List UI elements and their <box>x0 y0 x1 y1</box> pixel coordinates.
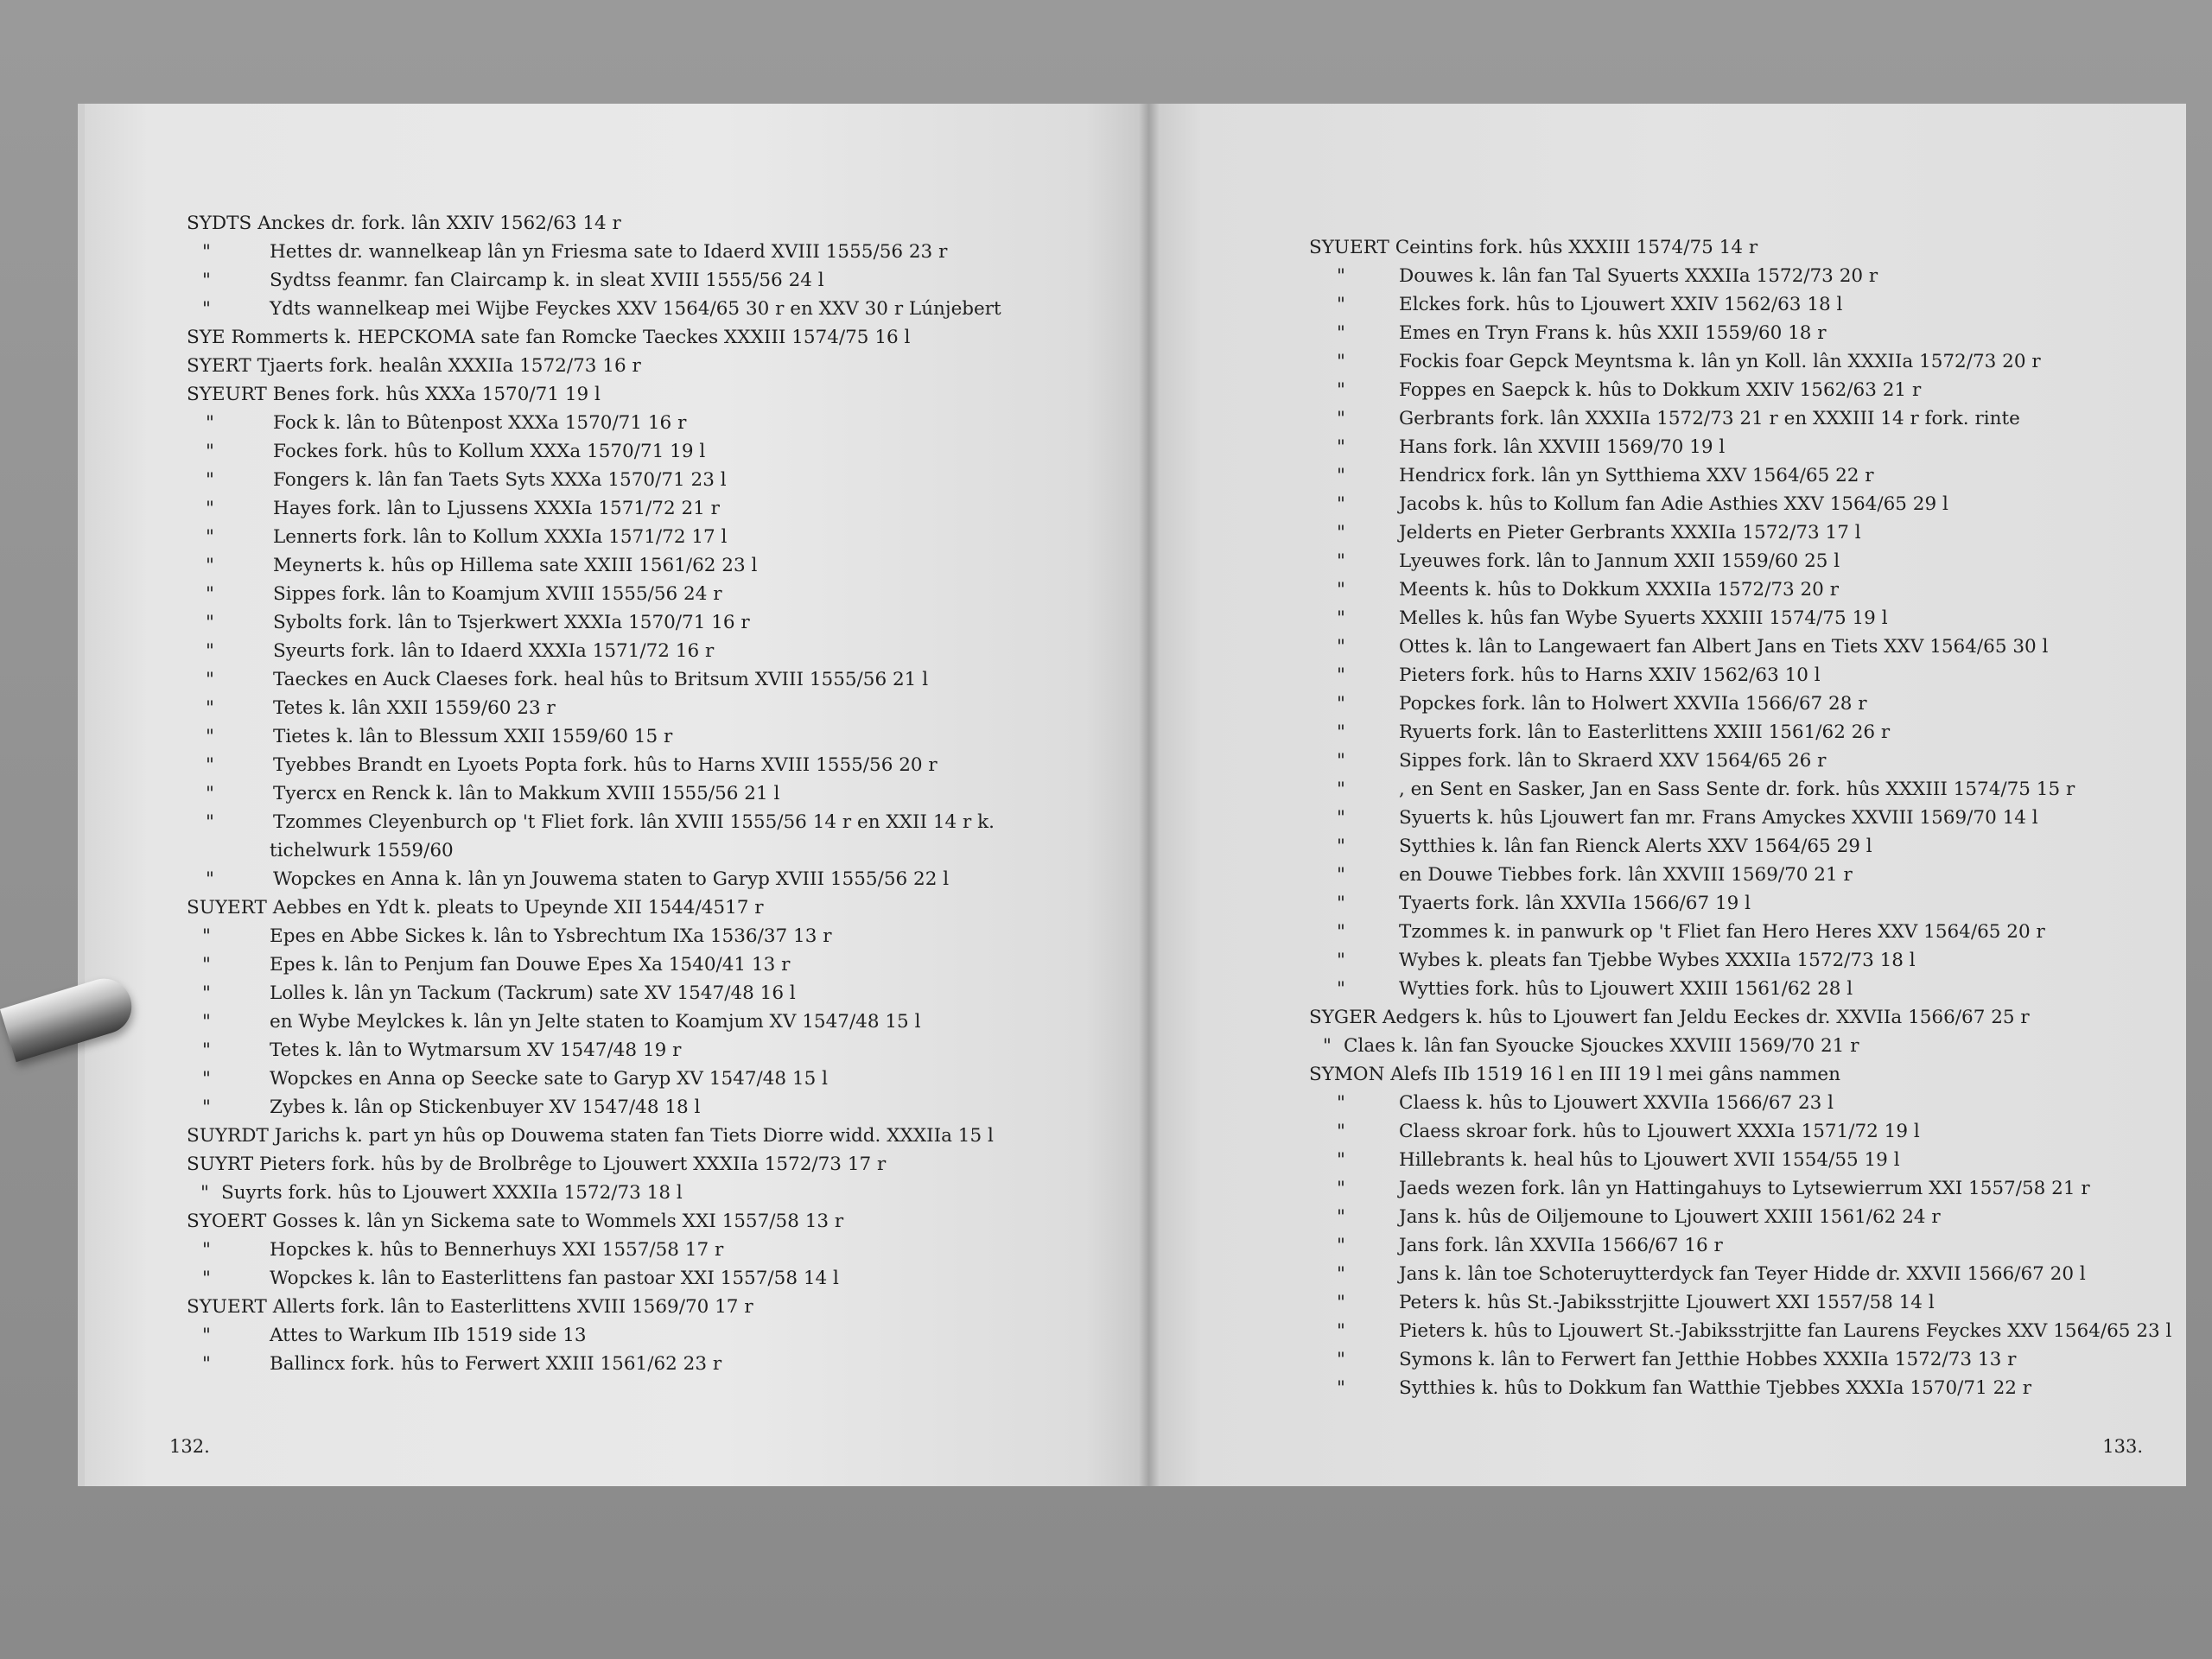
entry-text: Epes en Abbe Sickes k. lân to Ysbrechtum IXa 1536/37 13 r <box>270 925 832 947</box>
entry-line: " Gerbrants fork. lân XXXIIa 1572/73 21 r en XXXIII 14 r fork. rinte <box>1337 408 2020 429</box>
entry-line: " Claes k. lân fan Syoucke Sjouckes XXVIII 1569/70 21 r <box>1323 1035 1859 1057</box>
entry-heading-line <box>187 1293 1097 1321</box>
left-page-entries <box>187 209 1097 1378</box>
entry-line: " Tetes k. lân XXII 1559/60 23 r <box>206 697 556 719</box>
entry-line: " Melles k. hûs fan Wybe Syuerts XXXIII 1574/75 19 l <box>1337 607 1888 629</box>
entry-line: " Tietes k. lân to Blessum XXII 1559/60 15 r <box>206 726 673 747</box>
entry-line: " Epes en Abbe Sickes k. lân to Ysbrechtum IXa 1536/37 13 r <box>202 925 832 947</box>
entry-text: Tzommes Cleyenburch op 't Fliet fork. lân XVIII 1555/56 14 r en XXII 14 r k. <box>273 811 995 833</box>
open-book <box>78 104 2186 1503</box>
entry-line: " Foppes en Saepck k. hûs to Dokkum XXIV 1562/63 21 r <box>1337 379 1922 401</box>
entry-text: Sippes fork. lân to Skraerd XXV 1564/65 26 r <box>1399 750 1827 772</box>
entry-text: Jans k. hûs de Oiljemoune to Ljouwert XXIII 1561/62 24 r <box>1399 1206 1941 1228</box>
entry-text: SYEURT Benes fork. hûs XXXa 1570/71 19 l <box>187 384 601 405</box>
entry-line: " Taeckes en Auck Claeses fork. heal hûs to Britsum XVIII 1555/56 21 l <box>206 669 929 690</box>
entry-line <box>187 836 1097 865</box>
right-page-entries <box>1309 233 2172 1402</box>
entry-text: Emes en Tryn Frans k. hûs XXII 1559/60 18 r <box>1399 322 1827 344</box>
entry-text: Pieters k. hûs to Ljouwert St.-Jabiksstrjitte fan Laurens Feyckes XXV 1564/65 23 l <box>1399 1320 2172 1342</box>
book-gutter <box>1139 104 1160 1486</box>
entry-line: " Peters k. hûs St.-Jabiksstrjitte Ljouwert XXI 1557/58 14 l <box>1337 1292 1935 1313</box>
entry-line: " Pieters k. hûs to Ljouwert St.-Jabiksstrjitte fan Laurens Feyckes XXV 1564/65 23 l <box>1337 1320 2172 1342</box>
entry-line: " Sydtss feanmr. fan Claircamp k. in sleat XVIII 1555/56 24 l <box>202 270 824 291</box>
entry-text: Tyaerts fork. lân XXVIIa 1566/67 19 l <box>1399 893 1751 914</box>
entry-text: Meents k. hûs to Dokkum XXXIIa 1572/73 20 r <box>1399 579 1839 601</box>
entry-text: Claess skroar fork. hûs to Ljouwert XXXIa 1571/72 19 l <box>1399 1121 1920 1142</box>
entry-line: " Tyercx en Renck k. lân to Makkum XVIII 1555/56 21 l <box>206 783 780 804</box>
entry-text: Lolles k. lân yn Tackum (Tackrum) sate XV 1547/48 16 l <box>270 982 796 1004</box>
entry-line: " Ydts wannelkeap mei Wijbe Feyckes XXV 1564/65 30 r en XXV 30 r Lúnjebert <box>202 298 1001 320</box>
entry-text: Douwes k. lân fan Tal Syuerts XXXIIa 1572/73 20 r <box>1399 265 1878 287</box>
entry-text: Jans fork. lân XXVIIa 1566/67 16 r <box>1399 1235 1723 1256</box>
entry-text: Ballincx fork. hûs to Ferwert XXIII 1561/62 23 r <box>270 1353 722 1375</box>
entry-line: " Jans k. lân toe Schoteruytterdyck fan Teyer Hidde dr. XXVII 1566/67 20 l <box>1337 1263 2086 1285</box>
entry-text: Tyercx en Renck k. lân to Makkum XVIII 1555/56 21 l <box>273 783 780 804</box>
entry-line: " Jacobs k. hûs to Kollum fan Adie Asthies XXV 1564/65 29 l <box>1337 493 1948 515</box>
entry-line: " Wytties fork. hûs to Ljouwert XXIII 1561/62 28 l <box>1337 978 1853 1000</box>
entry-line: " en Wybe Meylckes k. lân yn Jelte staten to Koamjum XV 1547/48 15 l <box>202 1011 921 1033</box>
entry-line: " Fockis foar Gepck Meyntsma k. lân yn Koll. lân XXXIIa 1572/73 20 r <box>1337 351 2041 372</box>
entry-text: Sydtss feanmr. fan Claircamp k. in sleat XVIII 1555/56 24 l <box>270 270 824 291</box>
entry-line: " Wopckes k. lân to Easterlittens fan pastoar XXI 1557/58 14 l <box>202 1268 839 1289</box>
entry-text: Hopckes k. hûs to Bennerhuys XXI 1557/58 17 r <box>270 1239 724 1261</box>
entry-text: Foppes en Saepck k. hûs to Dokkum XXIV 1562/63 21 r <box>1399 379 1922 401</box>
entry-text: Pieters fork. hûs to Harns XXIV 1562/63 10 l <box>1399 664 1821 686</box>
entry-text: en Douwe Tiebbes fork. lân XXVIII 1569/70 21 r <box>1399 864 1853 886</box>
entry-text: en Wybe Meylckes k. lân yn Jelte staten to Koamjum XV 1547/48 15 l <box>270 1011 921 1033</box>
entry-text: Lennerts fork. lân to Kollum XXXIa 1571/72 17 l <box>273 526 728 548</box>
entry-text: Wybes k. pleats fan Tjebbe Wybes XXXIIa 1572/73 18 l <box>1399 950 1916 971</box>
entry-text: Jans k. lân toe Schoteruytterdyck fan Teyer Hidde dr. XXVII 1566/67 20 l <box>1399 1263 2086 1285</box>
entry-line: " Sytthies k. hûs to Dokkum fan Watthie Tjebbes XXXIa 1570/71 22 r <box>1337 1377 2032 1399</box>
entry-line: " Ballincx fork. hûs to Ferwert XXIII 1561/62 23 r <box>202 1353 722 1375</box>
entry-line: " Tetes k. lân to Wytmarsum XV 1547/48 19 r <box>202 1039 682 1061</box>
entry-text: Hettes dr. wannelkeap lân yn Friesma sate to Idaerd XVIII 1555/56 23 r <box>270 241 948 263</box>
entry-text: Fockes fork. hûs to Kollum XXXa 1570/71 19 l <box>273 441 706 462</box>
entry-text: Tetes k. lân to Wytmarsum XV 1547/48 19 r <box>270 1039 682 1061</box>
entry-line: " Sybolts fork. lân to Tsjerkwert XXXIa 1570/71 16 r <box>206 612 750 633</box>
entry-line: " Tzommes Cleyenburch op 't Fliet fork. lân XVIII 1555/56 14 r en XXII 14 r k. <box>206 811 995 833</box>
entry-line: " Hettes dr. wannelkeap lân yn Friesma sate to Idaerd XVIII 1555/56 23 r <box>202 241 948 263</box>
entry-text: Meynerts k. hûs op Hillema sate XXIII 1561/62 23 l <box>273 555 758 576</box>
entry-heading-line <box>187 323 1097 352</box>
entry-text: Ryuerts fork. lân to Easterlittens XXIII 1561/62 26 r <box>1399 721 1891 743</box>
entry-text: Tetes k. lân XXII 1559/60 23 r <box>273 697 556 719</box>
left-page <box>78 104 1149 1486</box>
entry-heading-line <box>1309 1003 2152 1032</box>
entry-text: SYMON Alefs IIb 1519 16 l en III 19 l mei gâns nammen <box>1309 1064 1840 1085</box>
entry-line: " Suyrts fork. hûs to Ljouwert XXXIIa 1572/73 18 l <box>200 1182 683 1204</box>
entry-line: " Hans fork. lân XXVIII 1569/70 19 l <box>1337 436 1726 458</box>
entry-line: " Hendricx fork. lân yn Sytthiema XXV 1564/65 22 r <box>1337 465 1874 486</box>
entry-line: " Pieters fork. hûs to Harns XXIV 1562/63 10 l <box>1337 664 1821 686</box>
entry-text: Ydts wannelkeap mei Wijbe Feyckes XXV 1564/65 30 r en XXV 30 r Lúnjebert <box>270 298 1001 320</box>
entry-line: " Wopckes en Anna k. lân yn Jouwema staten to Garyp XVIII 1555/56 22 l <box>206 868 950 890</box>
entry-text: Taeckes en Auck Claeses fork. heal hûs to Britsum XVIII 1555/56 21 l <box>273 669 929 690</box>
entry-text: Wopckes k. lân to Easterlittens fan pastoar XXI 1557/58 14 l <box>270 1268 839 1289</box>
entry-text: Symons k. lân to Ferwert fan Jetthie Hobbes XXXIIa 1572/73 13 r <box>1399 1349 2017 1370</box>
entry-text: Hans fork. lân XXVIII 1569/70 19 l <box>1399 436 1726 458</box>
entry-text: Suyrts fork. hûs to Ljouwert XXXIIa 1572/73 18 l <box>221 1182 683 1204</box>
entry-text: Epes k. lân to Penjum fan Douwe Epes Xa 1540/41 13 r <box>270 954 791 976</box>
entry-line: " Fock k. lân to Bûtenpost XXXa 1570/71 16 r <box>206 412 687 434</box>
entry-text: Fock k. lân to Bûtenpost XXXa 1570/71 16 r <box>273 412 687 434</box>
entry-line: " Hillebrants k. heal hûs to Ljouwert XVII 1554/55 19 l <box>1337 1149 1900 1171</box>
entry-line: " Tzommes k. in panwurk op 't Fliet fan Hero Heres XXV 1564/65 20 r <box>1337 921 2045 943</box>
entry-line: " Wybes k. pleats fan Tjebbe Wybes XXXIIa 1572/73 18 l <box>1337 950 1916 971</box>
right-page <box>1149 104 2186 1486</box>
entry-line: " Ottes k. lân to Langewaert fan Albert Jans en Tiets XXV 1564/65 30 l <box>1337 636 2049 658</box>
entry-line: " Tyaerts fork. lân XXVIIa 1566/67 19 l <box>1337 893 1751 914</box>
entry-line: " Emes en Tryn Frans k. hûs XXII 1559/60 18 r <box>1337 322 1827 344</box>
entry-line: " Wopckes en Anna op Seecke sate to Garyp XV 1547/48 15 l <box>202 1068 828 1090</box>
entry-text: Tzommes k. in panwurk op 't Fliet fan Hero Heres XXV 1564/65 20 r <box>1399 921 2045 943</box>
entry-text: Jaeds wezen fork. lân yn Hattingahuys to Lytsewierrum XXI 1557/58 21 r <box>1399 1178 2090 1199</box>
entry-text: tichelwurk 1559/60 <box>270 840 454 861</box>
entry-line: " Syuerts k. hûs Ljouwert fan mr. Frans Amyckes XXVIII 1569/70 14 l <box>1337 807 2038 829</box>
entry-text: Wopckes en Anna op Seecke sate to Garyp XV 1547/48 15 l <box>270 1068 828 1090</box>
entry-text: Hendricx fork. lân yn Sytthiema XXV 1564/65 22 r <box>1399 465 1874 486</box>
entry-line: " Meents k. hûs to Dokkum XXXIIa 1572/73 20 r <box>1337 579 1839 601</box>
entry-text: Fockis foar Gepck Meyntsma k. lân yn Koll. lân XXXIIa 1572/73 20 r <box>1399 351 2041 372</box>
entry-heading-line <box>187 1122 1097 1150</box>
entry-text: SYGER Aedgers k. hûs to Ljouwert fan Jeldu Eeckes dr. XXVIIa 1566/67 25 r <box>1309 1007 2030 1028</box>
entry-text: Hayes fork. lân to Ljussens XXXIa 1571/72 21 r <box>273 498 720 519</box>
right-page-number: 133. <box>2102 1436 2143 1457</box>
entry-text: Jelderts en Pieter Gerbrants XXXIIa 1572/73 17 l <box>1399 522 1861 543</box>
entry-text: Wopckes en Anna k. lân yn Jouwema staten to Garyp XVIII 1555/56 22 l <box>273 868 950 890</box>
entry-line: " en Douwe Tiebbes fork. lân XXVIII 1569/70 21 r <box>1337 864 1853 886</box>
entry-text: Claess k. hûs to Ljouwert XXVIIa 1566/67 23 l <box>1399 1092 1834 1114</box>
entry-line: " Popckes fork. lân to Holwert XXVIIa 1566/67 28 r <box>1337 693 1867 715</box>
entry-line: " Jans fork. lân XXVIIa 1566/67 16 r <box>1337 1235 1723 1256</box>
entry-text: SYUERT Allerts fork. lân to Easterlittens XVIII 1569/70 17 r <box>187 1296 753 1318</box>
entry-heading-line <box>187 380 1097 409</box>
entry-line: " Zybes k. lân op Stickenbuyer XV 1547/48 18 l <box>202 1096 701 1118</box>
entry-line: " Sytthies k. lân fan Rienck Alerts XXV 1564/65 29 l <box>1337 836 1872 857</box>
entry-heading-line <box>187 893 1097 922</box>
entry-line: " Lolles k. lân yn Tackum (Tackrum) sate XV 1547/48 16 l <box>202 982 796 1004</box>
entry-line: " Fongers k. lân fan Taets Syts XXXa 1570/71 23 l <box>206 469 727 491</box>
entry-text: SYUERT Ceintins fork. hûs XXXIII 1574/75 14 r <box>1309 237 1758 258</box>
entry-line: " Hayes fork. lân to Ljussens XXXIa 1571/72 21 r <box>206 498 720 519</box>
entry-line: " Jans k. hûs de Oiljemoune to Ljouwert XXIII 1561/62 24 r <box>1337 1206 1941 1228</box>
entry-text: Zybes k. lân op Stickenbuyer XV 1547/48 18 l <box>270 1096 701 1118</box>
left-page-number: 132. <box>169 1436 210 1457</box>
entry-heading-line <box>1309 233 2152 262</box>
entry-line: " Tyebbes Brandt en Lyoets Popta fork. hûs to Harns XVIII 1555/56 20 r <box>206 754 938 776</box>
entry-text: Lyeuwes fork. lân to Jannum XXII 1559/60 25 l <box>1399 550 1840 572</box>
entry-text: Attes to Warkum IIb 1519 side 13 <box>270 1325 587 1346</box>
entry-text: Sybolts fork. lân to Tsjerkwert XXXIa 1570/71 16 r <box>273 612 750 633</box>
entry-line: " Elckes fork. hûs to Ljouwert XXIV 1562/63 18 l <box>1337 294 1843 315</box>
entry-text: Melles k. hûs fan Wybe Syuerts XXXIII 1574/75 19 l <box>1399 607 1888 629</box>
entry-text: Wytties fork. hûs to Ljouwert XXIII 1561/62 28 l <box>1399 978 1853 1000</box>
entry-heading-line <box>187 1150 1097 1179</box>
entry-heading-line <box>187 352 1097 380</box>
entry-text: , en Sent en Sasker, Jan en Sass Sente dr. fork. hûs XXXIII 1574/75 15 r <box>1399 779 2075 800</box>
entry-text: Ottes k. lân to Langewaert fan Albert Jans en Tiets XXV 1564/65 30 l <box>1399 636 2049 658</box>
entry-heading-line <box>1309 1060 2152 1089</box>
entry-text: Sytthies k. hûs to Dokkum fan Watthie Tjebbes XXXIa 1570/71 22 r <box>1399 1377 2032 1399</box>
entry-line: " Fockes fork. hûs to Kollum XXXa 1570/71 19 l <box>206 441 706 462</box>
entry-text: SYERT Tjaerts fork. healân XXXIIa 1572/73 16 r <box>187 355 641 377</box>
entry-line: " , en Sent en Sasker, Jan en Sass Sente dr. fork. hûs XXXIII 1574/75 15 r <box>1337 779 2075 800</box>
entry-line: " Sippes fork. lân to Skraerd XXV 1564/65 26 r <box>1337 750 1827 772</box>
entry-text: Elckes fork. hûs to Ljouwert XXIV 1562/63 18 l <box>1399 294 1843 315</box>
entry-text: SUYERT Aebbes en Ydt k. pleats to Upeynde XII 1544/4517 r <box>187 897 764 918</box>
entry-text: SYE Rommerts k. HEPCKOMA sate fan Romcke Taeckes XXXIII 1574/75 16 l <box>187 327 911 348</box>
entry-line: " Lennerts fork. lân to Kollum XXXIa 1571/72 17 l <box>206 526 728 548</box>
entry-text: Tyebbes Brandt en Lyoets Popta fork. hûs to Harns XVIII 1555/56 20 r <box>273 754 938 776</box>
entry-line: " Sippes fork. lân to Koamjum XVIII 1555/56 24 r <box>206 583 722 605</box>
entry-line: " Epes k. lân to Penjum fan Douwe Epes Xa 1540/41 13 r <box>202 954 791 976</box>
entry-text: Fongers k. lân fan Taets Syts XXXa 1570/71 23 l <box>273 469 727 491</box>
entry-line: " Symons k. lân to Ferwert fan Jetthie Hobbes XXXIIa 1572/73 13 r <box>1337 1349 2017 1370</box>
entry-line: " Jelderts en Pieter Gerbrants XXXIIa 1572/73 17 l <box>1337 522 1861 543</box>
entry-text: SUYRT Pieters fork. hûs by de Brolbrêge to Ljouwert XXXIIa 1572/73 17 r <box>187 1154 887 1175</box>
entry-text: SYDTS Anckes dr. fork. lân XXIV 1562/63 14 r <box>187 213 621 234</box>
entry-text: Hillebrants k. heal hûs to Ljouwert XVII 1554/55 19 l <box>1399 1149 1900 1171</box>
entry-text: Syuerts k. hûs Ljouwert fan mr. Frans Amyckes XXVIII 1569/70 14 l <box>1399 807 2038 829</box>
entry-text: Syeurts fork. lân to Idaerd XXXIa 1571/72 16 r <box>273 640 715 662</box>
entry-line: " Douwes k. lân fan Tal Syuerts XXXIIa 1572/73 20 r <box>1337 265 1878 287</box>
entry-text: Tietes k. lân to Blessum XXII 1559/60 15 r <box>273 726 673 747</box>
entry-text: Peters k. hûs St.-Jabiksstrjitte Ljouwert XXI 1557/58 14 l <box>1399 1292 1935 1313</box>
entry-text: Sippes fork. lân to Koamjum XVIII 1555/56 24 r <box>273 583 722 605</box>
entry-text: Claes k. lân fan Syoucke Sjouckes XXVIII 1569/70 21 r <box>1344 1035 1859 1057</box>
entry-line: " Syeurts fork. lân to Idaerd XXXIa 1571/72 16 r <box>206 640 715 662</box>
entry-line: " Jaeds wezen fork. lân yn Hattingahuys to Lytsewierrum XXI 1557/58 21 r <box>1337 1178 2090 1199</box>
entry-text: SUYRDT Jarichs k. part yn hûs op Douwema staten fan Tiets Diorre widd. XXXIIa 15 l <box>187 1125 994 1147</box>
entry-line: " Ryuerts fork. lân to Easterlittens XXIII 1561/62 26 r <box>1337 721 1891 743</box>
entry-line: " Claess skroar fork. hûs to Ljouwert XXXIa 1571/72 19 l <box>1337 1121 1920 1142</box>
entry-line: " Meynerts k. hûs op Hillema sate XXIII 1561/62 23 l <box>206 555 758 576</box>
entry-heading-line <box>187 209 1097 238</box>
entry-heading-line <box>187 1207 1097 1236</box>
entry-text: Gerbrants fork. lân XXXIIa 1572/73 21 r en XXXIII 14 r fork. rinte <box>1399 408 2020 429</box>
entry-line: " Attes to Warkum IIb 1519 side 13 <box>202 1325 587 1346</box>
entry-text: SYOERT Gosses k. lân yn Sickema sate to Wommels XXI 1557/58 13 r <box>187 1211 844 1232</box>
entry-line: " Claess k. hûs to Ljouwert XXVIIa 1566/67 23 l <box>1337 1092 1834 1114</box>
entry-text: Popckes fork. lân to Holwert XXVIIa 1566/67 28 r <box>1399 693 1867 715</box>
entry-text: Sytthies k. lân fan Rienck Alerts XXV 1564/65 29 l <box>1399 836 1872 857</box>
entry-line: " Lyeuwes fork. lân to Jannum XXII 1559/60 25 l <box>1337 550 1840 572</box>
entry-text: Jacobs k. hûs to Kollum fan Adie Asthies XXV 1564/65 29 l <box>1399 493 1948 515</box>
entry-line: " Hopckes k. hûs to Bennerhuys XXI 1557/58 17 r <box>202 1239 724 1261</box>
